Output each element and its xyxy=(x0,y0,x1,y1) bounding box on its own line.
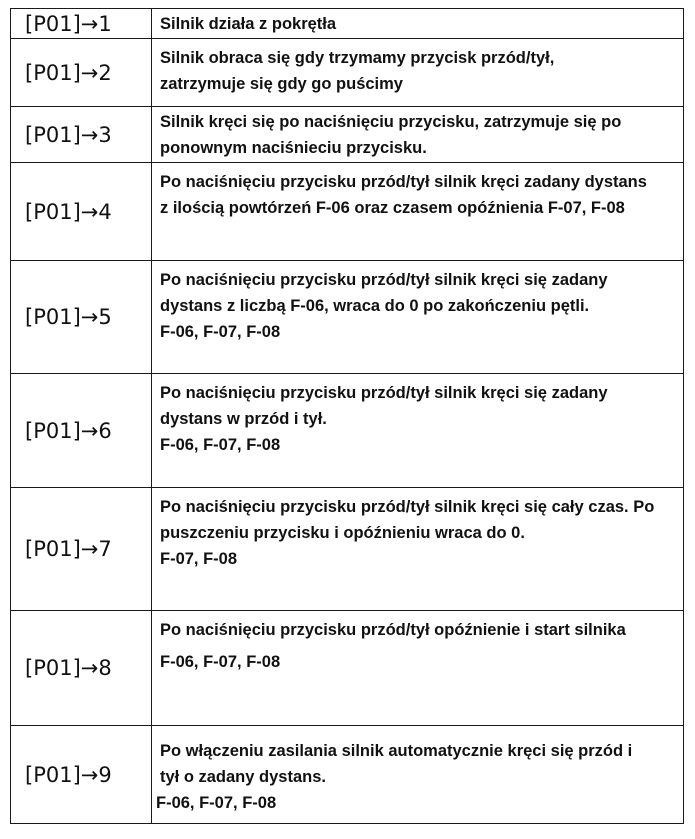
table-row xyxy=(11,611,684,726)
description-line: F-06, F-07, F-08 xyxy=(160,436,281,454)
description-line: tył o zadany dystans. xyxy=(160,768,326,786)
description-line: z ilością powtórzeń F-06 oraz czasem opóźnienia F-07, F-08 xyxy=(160,199,625,217)
table-row xyxy=(11,374,684,488)
description-line: Po naciśnięciu przycisku przód/tył silnik kręci zadany dystans xyxy=(160,173,647,191)
description-line: Po naciśnięciu przycisku przód/tył silnik kręci się zadany xyxy=(160,384,608,402)
description-line: F-06, F-07, F-08 xyxy=(156,794,277,812)
description-line: F-06, F-07, F-08 xyxy=(160,323,281,341)
table-row xyxy=(11,261,684,374)
table-row xyxy=(11,107,684,163)
description-line: ponownym naciśnieciu przycisku. xyxy=(160,139,427,157)
mode-description xyxy=(152,726,684,824)
description-line: dystans w przód i tył. xyxy=(160,410,327,428)
mode-description xyxy=(152,374,684,488)
mode-code: [P01]→8 xyxy=(11,611,152,726)
table-row xyxy=(11,488,684,611)
description-line: Po naciśnięciu przycisku przód/tył silnik kręci się zadany xyxy=(160,271,608,289)
mode-code: [P01]→3 xyxy=(11,107,152,163)
description-line: Po naciśnięciu przycisku przód/tył silnik kręci się cały czas. Po xyxy=(160,498,655,516)
description-line: Silnik działa z pokrętła xyxy=(160,15,337,33)
mode-description xyxy=(152,9,684,39)
mode-code: [P01]→1 xyxy=(11,9,152,39)
mode-code: [P01]→7 xyxy=(11,488,152,611)
mode-code: [P01]→5 xyxy=(11,261,152,374)
description-line: Silnik obraca się gdy trzymamy przycisk przód/tył, xyxy=(160,49,555,67)
mode-description xyxy=(152,163,684,261)
modes-table xyxy=(10,8,684,824)
mode-code: [P01]→2 xyxy=(11,39,152,107)
description-line: dystans z liczbą F-06, wraca do 0 po zakończeniu pętli. xyxy=(160,297,590,315)
description-line: F-07, F-08 xyxy=(160,550,238,568)
description-line: Po naciśnięciu przycisku przód/tył opóźnienie i start silnika xyxy=(160,621,626,639)
table-row xyxy=(11,39,684,107)
table-row xyxy=(11,163,684,261)
mode-code: [P01]→6 xyxy=(11,374,152,488)
description-line: puszczeniu przycisku i opóźnieniu wraca do 0. xyxy=(160,524,525,542)
table-row xyxy=(11,726,684,824)
description-line: Silnik kręci się po naciśnięciu przycisku, zatrzymuje się po xyxy=(160,113,622,131)
table-row xyxy=(11,9,684,39)
description-line: Po włączeniu zasilania silnik automatycznie kręci się przód i xyxy=(160,742,633,760)
mode-description xyxy=(152,39,684,107)
mode-description xyxy=(152,261,684,374)
description-line: zatrzymuje się gdy go puścimy xyxy=(160,75,403,93)
mode-description xyxy=(152,488,684,611)
mode-code: [P01]→4 xyxy=(11,163,152,261)
mode-description xyxy=(152,107,684,163)
mode-code: [P01]→9 xyxy=(11,726,152,824)
description-line: F-06, F-07, F-08 xyxy=(160,653,281,671)
mode-description xyxy=(152,611,684,726)
